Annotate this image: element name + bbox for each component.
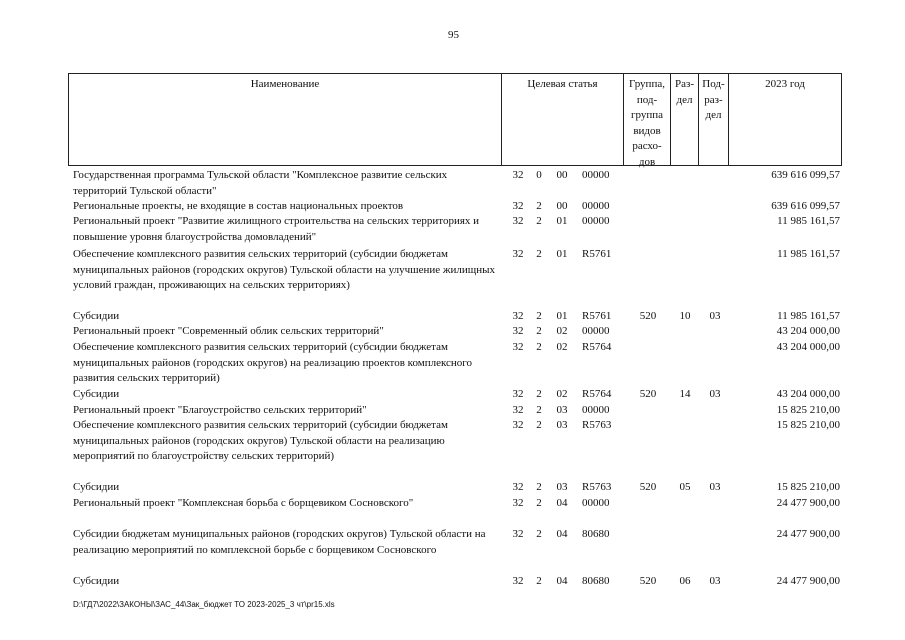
row-amount: 11 985 161,57 [777,215,840,227]
row-target-3: 02 [556,388,568,400]
row-target-1: 32 [512,575,524,587]
row-subsection: 03 [709,310,721,322]
header-year: 2023 год [765,78,805,90]
row-amount: 24 477 900,00 [776,528,840,540]
row-target-4: 00000 [582,325,610,337]
row-group: 520 [639,481,657,493]
row-target-2: 2 [536,310,542,322]
row-target-1: 32 [512,248,524,260]
row-name: Субсидии [73,310,120,322]
row-subsection: 03 [709,388,721,400]
row-name: Субсидии [73,481,120,493]
row-amount: 43 204 000,00 [776,388,840,400]
row-name: Обеспечение комплексного развития сельских территорий (субсидии бюджетам муниципальных районов (городских округов) Тульской области на улучшение жилищных условий граждан, проживающих на сельских территориях) [73,248,496,291]
row-target-4: 80680 [582,575,610,587]
row-amount: 11 985 161,57 [777,248,840,260]
header-subsection-cell [698,73,729,166]
file-path-footer: D:\ГД7\2022\ЗАКОНЫ\ЗАС_44\Зак_бюджет ТО 2023-2025_3 чт\pr15.xls [73,600,335,609]
row-target-4: R5761 [582,248,612,260]
row-target-4: 00000 [582,169,610,181]
row-section: 05 [679,481,691,493]
header-section-cell [670,73,699,166]
row-target-4: 80680 [582,528,610,540]
row-subsection: 03 [709,575,721,587]
page-number: 95 [448,29,459,41]
row-target-1: 32 [512,388,524,400]
row-target-4: R5764 [582,341,612,353]
row-name: Обеспечение комплексного развития сельских территорий (субсидии бюджетам муниципальных районов (городских округов) Тульской области на реализацию мероприятий по благоустройству сельских территорий) [73,419,448,462]
row-target-2: 2 [536,215,542,227]
row-target-2: 2 [536,325,542,337]
row-target-1: 32 [512,419,524,431]
row-name: Региональный проект "Благоустройство сельских территорий" [73,404,367,416]
row-target-1: 32 [512,200,524,212]
row-target-1: 32 [512,481,524,493]
row-target-2: 2 [536,248,542,260]
row-amount: 24 477 900,00 [776,497,840,509]
row-target-1: 32 [512,341,524,353]
row-target-2: 2 [536,200,542,212]
row-target-2: 2 [536,497,542,509]
row-target-2: 2 [536,481,542,493]
row-target-4: R5761 [582,310,612,322]
row-target-3: 02 [556,341,568,353]
row-target-4: 00000 [582,215,610,227]
header-year-cell [728,73,842,166]
row-amount: 15 825 210,00 [776,419,840,431]
row-section: 06 [679,575,691,587]
row-target-3: 04 [556,575,568,587]
row-target-1: 32 [512,169,524,181]
row-target-2: 2 [536,575,542,587]
row-target-3: 03 [556,419,568,431]
row-section: 14 [679,388,691,400]
row-amount: 15 825 210,00 [776,481,840,493]
row-target-3: 03 [556,481,568,493]
row-amount: 15 825 210,00 [776,404,840,416]
row-target-1: 32 [512,325,524,337]
row-target-1: 32 [512,215,524,227]
row-name: Обеспечение комплексного развития сельских территорий (субсидии бюджетам муниципальных районов (городских округов) на реализацию проектов комплексного развития сельских территорий) [73,341,473,384]
row-name: Субсидии бюджетам муниципальных районов (городских округов) Тульской области на реализацию мероприятий по комплексной борьбе с борщевиком Сосновского [73,528,486,556]
row-name: Региональный проект "Комплексная борьба с борщевиком Сосновского" [73,497,414,509]
row-target-4: 00000 [582,200,610,212]
row-name: Региональный проект "Современный облик сельских территорий" [73,325,384,337]
row-group: 520 [639,310,657,322]
row-target-2: 2 [536,419,542,431]
header-subsection: Под- раз- дел [702,78,725,121]
row-target-3: 01 [556,310,568,322]
header-name: Наименование [250,78,320,90]
header-target-cell [501,73,624,166]
row-target-1: 32 [512,497,524,509]
row-target-1: 32 [512,528,524,540]
row-target-4: 00000 [582,404,610,416]
row-name: Государственная программа Тульской области "Комплексное развитие сельских территорий Тульской области" [73,169,448,197]
row-target-3: 00 [556,200,568,212]
header-name-cell [68,73,502,166]
row-amount: 24 477 900,00 [776,575,840,587]
row-target-4: R5764 [582,388,612,400]
row-target-2: 0 [536,169,542,181]
row-target-4: 00000 [582,497,610,509]
row-target-2: 2 [536,341,542,353]
row-target-3: 01 [556,248,568,260]
row-target-3: 00 [556,169,568,181]
row-target-1: 32 [512,310,524,322]
row-amount: 639 616 099,57 [771,169,840,181]
row-amount: 43 204 000,00 [776,325,840,337]
row-name: Субсидии [73,388,120,400]
row-amount: 43 204 000,00 [776,341,840,353]
row-name: Региональный проект "Развитие жилищного строительства на сельских территориях и повышение уровня благоустройства домовладений" [73,215,480,243]
row-target-3: 04 [556,497,568,509]
row-group: 520 [639,388,657,400]
header-target: Целевая статья [527,78,598,90]
row-target-3: 04 [556,528,568,540]
row-amount: 11 985 161,57 [777,310,840,322]
row-amount: 639 616 099,57 [771,200,840,212]
row-group: 520 [639,575,657,587]
row-target-3: 02 [556,325,568,337]
row-target-3: 01 [556,215,568,227]
header-section: Раз- дел [674,78,694,106]
row-name: Субсидии [73,575,120,587]
row-section: 10 [679,310,691,322]
row-target-2: 2 [536,388,542,400]
row-target-3: 03 [556,404,568,416]
row-target-1: 32 [512,404,524,416]
header-group-cell [623,73,671,166]
row-subsection: 03 [709,481,721,493]
header-group: Группа, под- группа видов расхо- дов [629,78,665,168]
row-target-2: 2 [536,528,542,540]
row-target-2: 2 [536,404,542,416]
row-target-4: R5763 [582,419,612,431]
row-target-4: R5763 [582,481,612,493]
row-name: Региональные проекты, не входящие в состав национальных проектов [73,200,404,212]
